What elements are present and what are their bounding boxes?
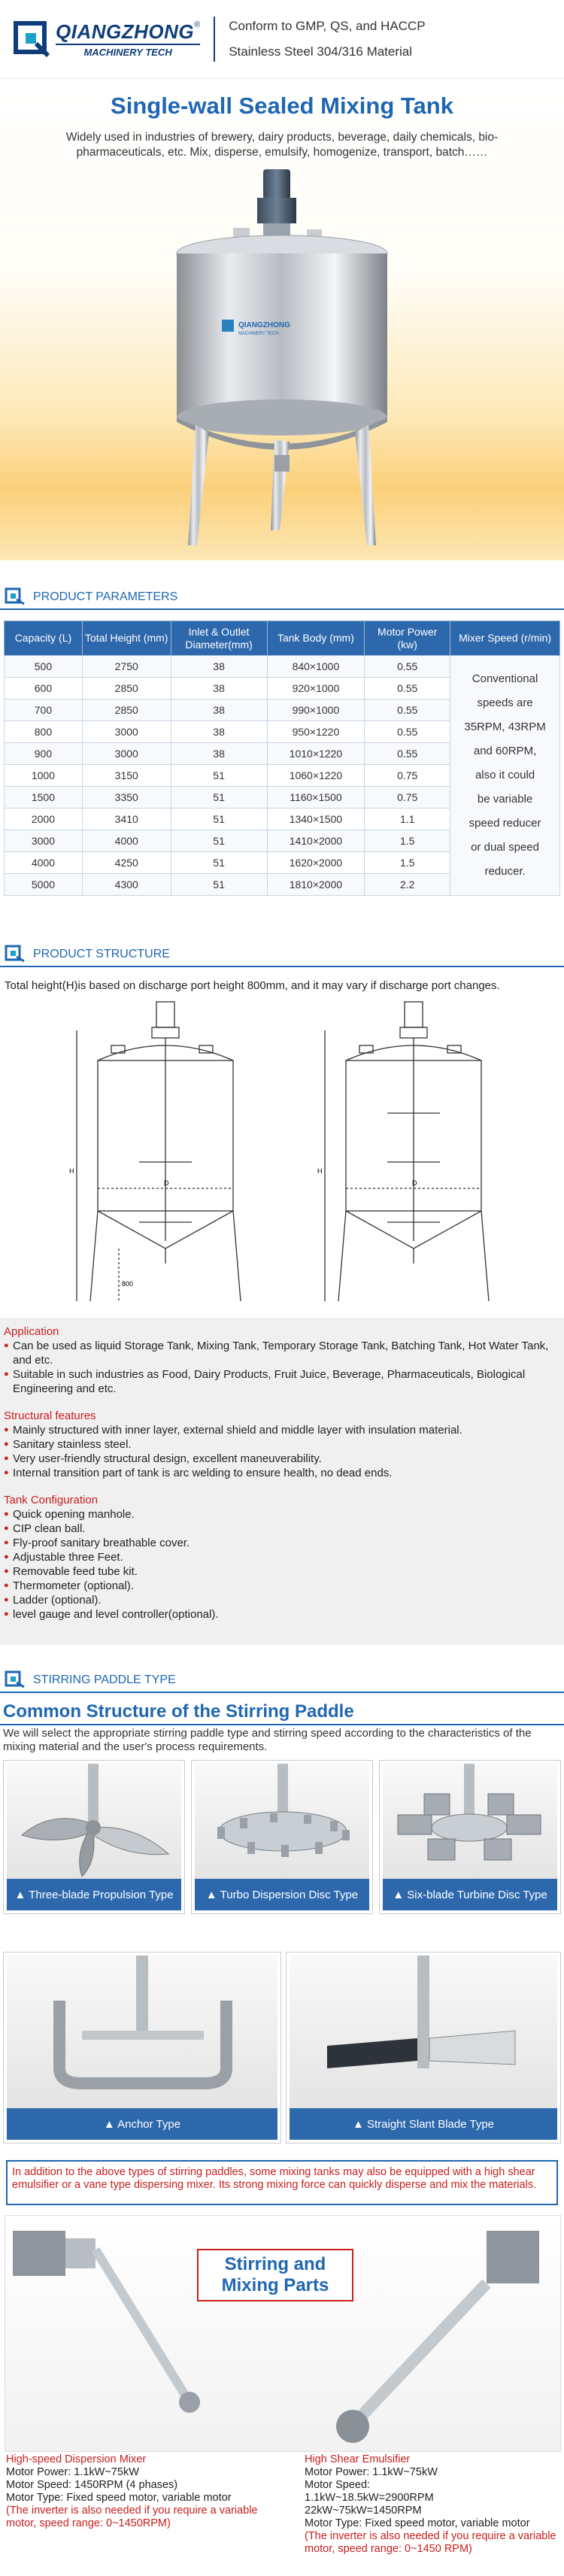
table-cell: 4300 — [82, 874, 171, 896]
section-heading-stirring — [0, 1666, 564, 1696]
list-item: ● Very user-friendly structural design, excellent maneuverability. — [4, 1452, 560, 1466]
table-cell: 0.55 — [365, 743, 450, 765]
table-cell: 3410 — [82, 809, 171, 830]
features-box — [0, 1318, 564, 1645]
mixer-speed-line: Conventional — [472, 672, 538, 685]
paddle-photo — [7, 1764, 181, 1879]
section-title: PRODUCT STRUCTURE — [33, 948, 170, 960]
dimension-h: H — [69, 1167, 74, 1175]
spec-line: Motor Power: 1.1kW~75kW — [6, 2466, 139, 2478]
list-item: ● Ladder (optional). — [4, 1593, 560, 1607]
paddle-caption: ▲ Anchor Type — [7, 2108, 277, 2140]
dimension-800: 800 — [122, 1280, 134, 1288]
table-cell: 4000 — [82, 830, 171, 852]
paddle-caption: ▲ Turbo Dispersion Disc Type — [195, 1879, 369, 1910]
table-cell: 1.1 — [365, 809, 450, 830]
brand-subtitle: MACHINERY TECH — [56, 44, 200, 58]
parameters-table — [4, 620, 560, 896]
stirring-divider — [0, 1724, 564, 1725]
application-title: Application — [4, 1325, 59, 1338]
spec-note: (The inverter is also needed if you require a variable motor, speed range: 0~1450 RPM) — [305, 2530, 556, 2555]
table-cell: 990×1000 — [267, 699, 365, 721]
dispersion-mixer-specs — [6, 2453, 277, 2530]
table-cell: 4000 — [5, 852, 83, 874]
table-cell: 1500 — [5, 787, 83, 809]
table-cell: 0.55 — [365, 656, 450, 678]
paddle-card-three-blade[interactable] — [3, 1760, 185, 1914]
tank-watermark-sub: MACHINERY TECH — [238, 332, 279, 336]
mixing-tank-image — [150, 169, 414, 553]
table-cell: 2850 — [82, 678, 171, 699]
table-cell: 0.55 — [365, 721, 450, 743]
list-item: ● level gauge and level controller(optional). — [4, 1607, 560, 1622]
paddle-card-turbo-disc[interactable] — [191, 1760, 373, 1914]
table-cell: 1620×2000 — [267, 852, 365, 874]
mixer-speed-line: speeds are — [477, 696, 533, 709]
table-cell: 2.2 — [365, 874, 450, 896]
table-header: Total Height (mm) — [82, 621, 171, 656]
company-logo[interactable] — [14, 20, 200, 58]
parts-label-line1: Stirring and — [224, 2254, 326, 2274]
table-cell: 1810×2000 — [267, 874, 365, 896]
turbo-disc-icon — [195, 1764, 369, 1879]
parts-label-line2: Mixing Parts — [221, 2275, 329, 2295]
hero-description: Widely used in industries of brewery, dairy products, beverage, daily chemicals, bio-pharmaceuticals, etc. Mix, disperse, emulsify, homogenize, transport, batch…… — [65, 131, 499, 159]
list-item: ● CIP clean ball. — [4, 1522, 560, 1536]
paddle-card-six-blade[interactable] — [379, 1760, 561, 1914]
header-certification: Conform to GMP, QS, and HACCP — [229, 19, 426, 33]
table-cell: 0.75 — [365, 765, 450, 787]
paddle-photo — [383, 1764, 557, 1879]
section-title: PRODUCT PARAMETERS — [33, 590, 178, 603]
list-item: ● Removable feed tube kit. — [4, 1564, 560, 1579]
section-logo-icon — [5, 587, 27, 605]
spec-note: (The inverter is also needed if you require a variable motor, speed range: 0~1450RPM) — [6, 2505, 258, 2529]
table-cell: 600 — [5, 678, 83, 699]
table-header: Tank Body (mm) — [267, 621, 365, 656]
paddle-caption: ▲ Straight Slant Blade Type — [290, 2108, 557, 2140]
table-cell: 51 — [171, 852, 267, 874]
stirring-mixing-parts-label — [197, 2249, 353, 2301]
paddle-photo — [195, 1764, 369, 1879]
spec-line: 1.1kW~18.5kW=2900RPM — [305, 2492, 434, 2504]
table-cell: 0.55 — [365, 678, 450, 699]
table-cell: 5000 — [5, 874, 83, 896]
table-cell: 51 — [171, 765, 267, 787]
hero — [0, 79, 564, 560]
paddle-card-slant-blade[interactable] — [286, 1952, 561, 2144]
mixer-speed-cell — [450, 656, 560, 896]
table-cell: 3000 — [82, 721, 171, 743]
table-cell: 1010×1220 — [267, 743, 365, 765]
stirring-description: We will select the appropriate stirring paddle type and stirring speed according to the characteristics of the mixing material and the user's process requirements. — [3, 1727, 532, 1753]
table-cell: 1.5 — [365, 830, 450, 852]
mixer-speed-line: and 60RPM, — [473, 745, 537, 757]
tank-configuration-title: Tank Configuration — [4, 1494, 99, 1506]
table-cell: 1160×1500 — [267, 787, 365, 809]
mixer-speed-line: 35RPM, 43RPM — [464, 721, 546, 733]
table-cell: 2750 — [82, 656, 171, 678]
mixer-speed-line: be variable — [477, 793, 533, 806]
spec-line: Motor Type: Fixed speed motor, variable motor — [305, 2517, 530, 2529]
list-item: ● Internal transition part of tank is arc welding to ensure health, no dead ends. — [4, 1466, 560, 1480]
table-header: Motor Power (kw) — [365, 621, 450, 656]
structure-note: Total height(H)is based on discharge port height 800mm, and it may vary if discharge port changes. — [5, 979, 500, 992]
paddle-caption: ▲ Six-blade Turbine Disc Type — [383, 1879, 557, 1910]
table-header: Capacity (L) — [5, 621, 83, 656]
registered-mark: ® — [194, 20, 201, 29]
section-heading-parameters — [0, 583, 564, 613]
header — [0, 0, 564, 79]
spec-title: High-speed Dispersion Mixer — [6, 2453, 147, 2465]
table-cell: 1000 — [5, 765, 83, 787]
six-blade-turbine-icon — [383, 1764, 557, 1879]
table-cell: 51 — [171, 830, 267, 852]
tank-configuration-list — [4, 1507, 560, 1622]
paddle-photo — [290, 1956, 557, 2108]
table-cell: 2000 — [5, 809, 83, 830]
logo-icon — [14, 21, 50, 57]
tank-structure-diagram-right — [316, 1000, 519, 1309]
table-cell: 38 — [171, 721, 267, 743]
tank-watermark: QIANGZHONG — [238, 321, 290, 329]
section-logo-icon — [5, 1670, 27, 1689]
table-cell: 1.5 — [365, 852, 450, 874]
paddle-photo — [7, 1956, 277, 2108]
section-logo-icon — [5, 945, 27, 963]
table-cell: 51 — [171, 787, 267, 809]
tank-structure-diagram-left — [68, 1000, 271, 1309]
table-cell: 51 — [171, 874, 267, 896]
dimension-d: D — [412, 1179, 417, 1187]
table-cell: 840×1000 — [267, 656, 365, 678]
list-item: ● Fly-proof sanitary breathable cover. — [4, 1536, 560, 1550]
table-cell: 900 — [5, 743, 83, 765]
table-cell: 950×1220 — [267, 721, 365, 743]
table-cell: 4250 — [82, 852, 171, 874]
table-cell: 2850 — [82, 699, 171, 721]
spec-line: Motor Speed: — [305, 2479, 371, 2491]
spec-line: Motor Speed: 1450RPM (4 phases) — [6, 2479, 178, 2491]
table-cell: 1410×2000 — [267, 830, 365, 852]
mixer-speed-line: also it could — [475, 769, 535, 781]
list-item: ● Can be used as liquid Storage Tank, Mixing Tank, Temporary Storage Tank, Batching Tank, Hot Water Tank, and etc. — [4, 1339, 560, 1367]
anchor-paddle-icon — [7, 1956, 277, 2108]
high-shear-emulsifier-specs — [305, 2453, 560, 2556]
spec-line: Motor Power: 1.1kW~75kW — [305, 2466, 438, 2478]
table-cell: 920×1000 — [267, 678, 365, 699]
three-blade-propeller-icon — [7, 1764, 181, 1879]
list-item: ● Sanitary stainless steel. — [4, 1437, 560, 1452]
table-cell: 0.55 — [365, 699, 450, 721]
header-material: Stainless Steel 304/316 Material — [229, 44, 413, 59]
table-cell: 3000 — [82, 743, 171, 765]
table-cell: 700 — [5, 699, 83, 721]
mixer-speed-line: or dual speed — [471, 841, 539, 854]
page-title: Single-wall Sealed Mixing Tank — [111, 93, 453, 119]
brand-name: QIANGZHONG — [56, 20, 195, 43]
dimension-h: H — [317, 1167, 323, 1175]
mixer-speed-line: reducer. — [484, 865, 526, 878]
list-item: ● Mainly structured with inner layer, external shield and middle layer with insulation material. — [4, 1423, 560, 1437]
table-cell: 51 — [171, 809, 267, 830]
table-row — [5, 656, 560, 678]
table-cell: 3000 — [5, 830, 83, 852]
structural-features-list — [4, 1423, 560, 1480]
table-cell: 1060×1220 — [267, 765, 365, 787]
list-item: ● Adjustable three Feet. — [4, 1550, 560, 1564]
section-heading-structure — [0, 940, 564, 970]
table-cell: 3150 — [82, 765, 171, 787]
table-cell: 38 — [171, 678, 267, 699]
list-item: ● Suitable in such industries as Food, Dairy Products, Fruit Juice, Beverage, Pharmaceuticals, Biological Engineering and etc. — [4, 1367, 560, 1396]
dimension-d: D — [164, 1179, 169, 1187]
application-list — [4, 1339, 560, 1396]
header-divider — [214, 17, 215, 62]
spec-line: 22kW~75kW=1450RPM — [305, 2505, 422, 2517]
structural-features-title: Structural features — [4, 1409, 96, 1422]
table-cell: 38 — [171, 699, 267, 721]
paddle-caption: ▲ Three-blade Propulsion Type — [7, 1879, 181, 1910]
spec-line: Motor Type: Fixed speed motor, variable motor — [6, 2492, 232, 2504]
table-body — [5, 656, 560, 896]
table-header: Mixer Speed (r/min) — [450, 621, 560, 656]
list-item: ● Quick opening manhole. — [4, 1507, 560, 1522]
table-cell: 500 — [5, 656, 83, 678]
table-cell: 3350 — [82, 787, 171, 809]
spec-title: High Shear Emulsifier — [305, 2453, 411, 2465]
list-item: ● Thermometer (optional). — [4, 1579, 560, 1593]
section-underline — [0, 1692, 564, 1693]
emulsifier-note: In addition to the above types of stirring paddles, some mixing tanks may also be equipped with a high shear emulsifier or a vane type dispersing mixer. Its strong mixing force can quickly disperse and mix the materials. — [6, 2160, 558, 2205]
mixer-speed-line: speed reducer — [468, 817, 541, 830]
table-cell: 800 — [5, 721, 83, 743]
section-underline — [0, 608, 564, 610]
table-cell: 1340×1500 — [267, 809, 365, 830]
table-cell: 38 — [171, 656, 267, 678]
slant-blade-paddle-icon — [290, 1956, 557, 2108]
section-underline — [0, 966, 564, 967]
section-title: STIRRING PADDLE TYPE — [33, 1673, 176, 1686]
table-cell: 0.75 — [365, 787, 450, 809]
stirring-title: Common Structure of the Stirring Paddle — [3, 1701, 354, 1722]
table-header: Inlet & Outlet Diameter(mm) — [171, 621, 267, 656]
table-cell: 38 — [171, 743, 267, 765]
paddle-card-anchor[interactable] — [3, 1952, 281, 2144]
